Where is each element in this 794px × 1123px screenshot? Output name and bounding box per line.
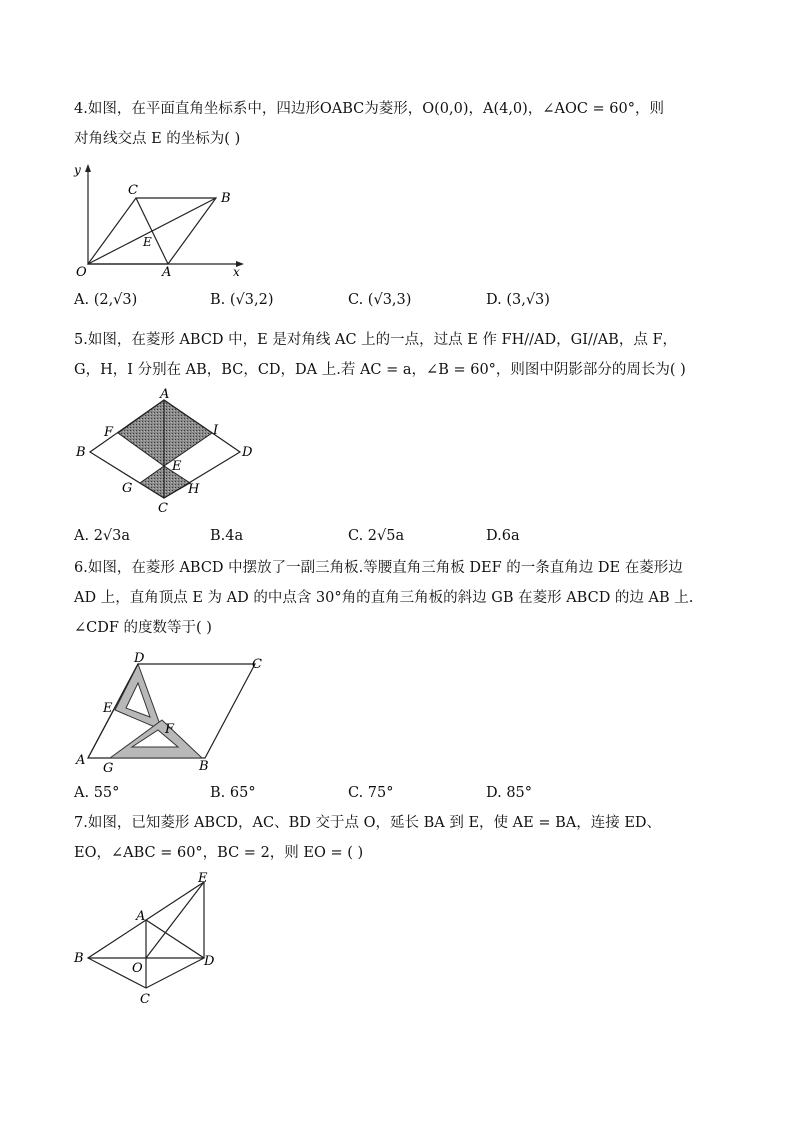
q5-option-a[interactable]: A. 2√3a: [74, 528, 131, 544]
question-5: [74, 325, 724, 385]
q4-option-b[interactable]: B. (√3,2): [210, 292, 274, 308]
q4-option-d[interactable]: D. (3,√3): [486, 292, 550, 308]
q4-option-c[interactable]: C. (√3,3): [348, 292, 412, 308]
q4-options: [74, 292, 694, 316]
q7-label-C: C: [140, 992, 150, 1007]
q4-label-x: x: [233, 265, 240, 279]
q6-option-d[interactable]: D. 85°: [486, 785, 533, 801]
question-4-line-2: 对角线交点 E 的坐标为( ): [74, 131, 241, 147]
q5-option-d[interactable]: D.6a: [486, 528, 520, 544]
q5-label-E: E: [172, 459, 182, 474]
question-5-line-2: G，H，I 分别在 AB，BC，CD，DA 上.若 AC = a，∠B = 60°，则图中阴影部分的周长为( ): [74, 362, 686, 378]
q6-label-G: G: [103, 761, 114, 776]
q6-label-D: D: [134, 651, 145, 666]
q5-label-G: G: [122, 481, 133, 496]
question-6: [74, 553, 724, 643]
q6-label-E: E: [103, 701, 113, 716]
q6-label-F: F: [165, 722, 175, 737]
q4-label-y: y: [74, 163, 81, 177]
q7-figure: [70, 870, 230, 1010]
q7-label-E: E: [198, 871, 208, 886]
q6-option-a[interactable]: A. 55°: [74, 785, 120, 801]
q5-label-I: I: [213, 423, 219, 438]
q5-label-C: C: [158, 501, 168, 516]
q4-label-B: B: [221, 191, 231, 206]
q5-figure: [70, 388, 270, 518]
question-4: [74, 94, 724, 154]
q6-label-B: B: [199, 759, 209, 774]
q5-options: [74, 528, 694, 552]
q5-option-c[interactable]: C. 2√5a: [348, 528, 405, 544]
q7-label-D: D: [204, 954, 215, 969]
q5-option-b[interactable]: B.4a: [210, 528, 244, 544]
q4-label-C: C: [128, 183, 138, 198]
question-6-line-3: ∠CDF 的度数等于( ): [74, 620, 212, 636]
question-6-line-2: AD 上，直角顶点 E 为 AD 的中点含 30°角的直角三角板的斜边 GB 在菱形 ABCD 的边 AB 上.: [74, 590, 694, 606]
q6-label-A: A: [76, 753, 86, 768]
question-7: [74, 808, 724, 868]
q5-label-F: F: [104, 425, 114, 440]
q7-label-A: A: [136, 909, 146, 924]
q5-label-H: H: [188, 482, 200, 497]
q6-option-c[interactable]: C. 75°: [348, 785, 394, 801]
q4-label-A: A: [162, 265, 172, 280]
question-5-line-1: 5.如图，在菱形 ABCD 中，E 是对角线 AC 上的一点，过点 E 作 FH//AD，GI//AB，点 F，: [74, 332, 678, 348]
q6-options: [74, 785, 694, 809]
q4-figure: [70, 160, 260, 282]
q4-label-O: O: [76, 265, 87, 280]
q6-label-C: C: [252, 657, 262, 672]
q7-label-O: O: [132, 961, 143, 976]
q7-label-B: B: [74, 951, 84, 966]
q6-option-b[interactable]: B. 65°: [210, 785, 256, 801]
question-7-line-2: EO，∠ABC = 60°，BC = 2，则 EO = ( ): [74, 845, 364, 861]
q5-label-D: D: [242, 445, 253, 460]
question-7-line-1: 7.如图，已知菱形 ABCD，AC、BD 交于点 O，延长 BA 到 E，使 AE = BA，连接 ED、: [74, 815, 662, 831]
q6-figure: [70, 650, 270, 776]
q5-label-B: B: [76, 445, 86, 460]
question-4-line-1: 4.如图，在平面直角坐标系中，四边形OABC为菱形，O(0,0)，A(4,0)，∠AOC = 60°，则: [74, 101, 664, 117]
q5-label-A: A: [160, 388, 170, 402]
q4-label-E: E: [143, 235, 152, 249]
q4-option-a[interactable]: A. (2,√3): [74, 292, 138, 308]
question-6-line-1: 6.如图，在菱形 ABCD 中摆放了一副三角板.等腰直角三角板 DEF 的一条直角边 DE 在菱形边: [74, 560, 683, 576]
